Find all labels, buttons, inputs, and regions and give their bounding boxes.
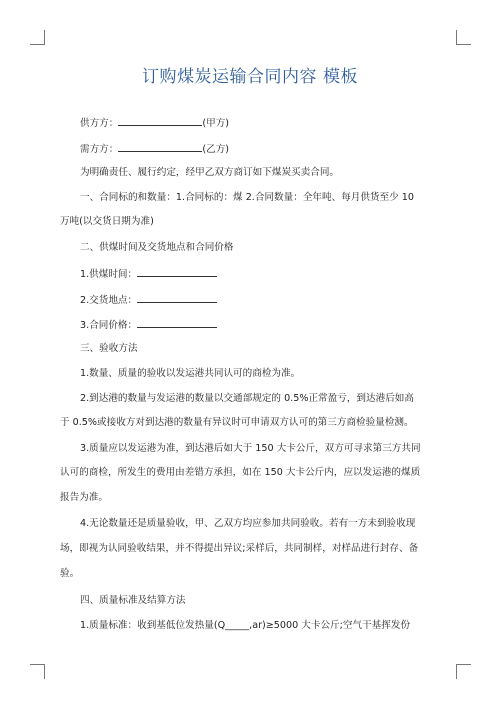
section3-p3-line2: 认可的商检，所发生的费用由差错方承担，如在 150 大卡公斤内，应以发运港的煤质 <box>60 467 421 478</box>
section3-p4-line3: 验。 <box>60 568 80 579</box>
section1-line1: 一、合同标的和数量：1.合同标的：煤 2.合同数量：全年吨、每月供货至少 10 <box>80 192 415 203</box>
section3-p3-line3: 报告为准。 <box>60 492 108 503</box>
crop-mark-bottom-right <box>456 664 471 679</box>
section3-p1: 1.数量、质量的验收以发运港共同认可的商检为准。 <box>80 368 301 379</box>
crop-mark-bottom-left <box>30 664 45 679</box>
supplier-suffix: (甲方) <box>202 118 230 129</box>
crop-mark-top-left <box>30 30 45 45</box>
section2-heading: 二、供煤时间及交货地点和合同价格 <box>80 242 234 253</box>
delivery-place-blank <box>137 292 217 303</box>
section4-heading: 四、质量标准及结算方法 <box>80 595 186 606</box>
section3-p2-line2: 于 0.5%或接收方对到达港的数量有异议时可申请双方认可的第三方商检验量检测。 <box>60 417 414 428</box>
delivery-place-label: 2.交货地点： <box>80 295 138 306</box>
section3-p3-line1: 3.质量应以发运港为准，到达港后如大于 150 大卡公斤，双方可寻求第三方共同 <box>80 443 421 454</box>
supply-time-label: 1.供煤时间： <box>80 269 138 280</box>
document-title: 订购煤炭运输合同内容 模板 <box>142 67 358 87</box>
crop-mark-top-right <box>456 30 471 45</box>
supplier-line <box>80 115 229 131</box>
supply-time-line <box>80 266 217 282</box>
section3-p4-line2: 场，即视为认同验收结果，并不得提出异议;采样后，共同制样，对样品进行封存、备 <box>60 543 419 554</box>
section3-p4-line1: 4.无论数量还是质量验收，甲、乙双方均应参加共同验收。若有一方未到验收现 <box>80 518 416 529</box>
supply-time-blank <box>137 266 217 277</box>
contract-price-label: 3.合同价格： <box>80 320 138 331</box>
buyer-label: 需方方： <box>80 144 119 155</box>
contract-price-blank <box>137 317 217 328</box>
section4-p1: 1.质量标准：收到基低位发热量(Q_____,ar)≥5000 大卡公斤;空气干基挥发份 <box>80 620 411 631</box>
intro-paragraph: 为明确责任、履行约定，经甲乙双方商订如下煤炭买卖合同。 <box>80 167 340 178</box>
section3-p2-line1: 2.到达港的数量与发运港的数量以交通部规定的 0.5%正常盈亏，到达港后如高 <box>80 393 414 404</box>
buyer-line <box>80 141 229 157</box>
section1-line2: 万吨(以交货日期为准) <box>60 216 154 227</box>
delivery-place-line <box>80 292 217 308</box>
buyer-blank <box>118 141 202 152</box>
contract-price-line <box>80 317 217 333</box>
buyer-suffix: (乙方) <box>202 144 230 155</box>
supplier-blank <box>118 115 202 126</box>
supplier-label: 供方方： <box>80 118 119 129</box>
section3-heading: 三、验收方法 <box>80 343 138 354</box>
